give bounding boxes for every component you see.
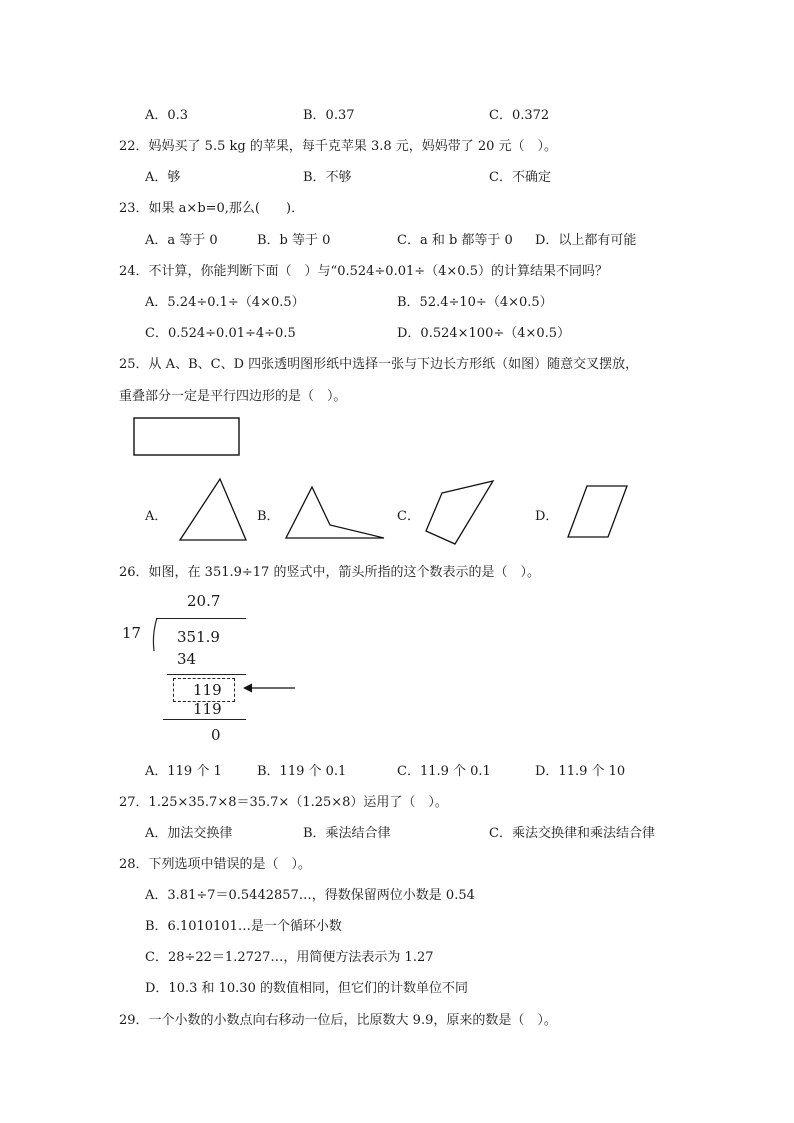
q22-option-b: B．不够 <box>303 170 352 185</box>
division-line-1 <box>167 674 246 675</box>
q28-option-a: A．3.81÷7＝0.5442857…，得数保留两位小数是 0.54 <box>145 888 475 903</box>
division-step2: 119 <box>193 700 222 718</box>
q28-option-d: D．10.3 和 10.30 的数值相同，但它们的计数单位不同 <box>145 981 468 996</box>
q29-text: 29．一个小数的小数点向右移动一位后，比原数大 9.9，原来的数是（ ）。 <box>119 1013 557 1028</box>
q25-option-d-label: D． <box>535 509 559 524</box>
division-step1: 34 <box>177 650 197 668</box>
obtuse-triangle-b-figure <box>284 485 386 541</box>
q21-option-c: C．0.372 <box>489 108 550 123</box>
q26-option-d: D．11.9 个 10 <box>535 764 626 779</box>
q25-option-a-label: A． <box>145 509 168 524</box>
q23-option-a: A．a 等于 0 <box>145 233 218 248</box>
q26-text: 26．如图，在 351.9÷17 的竖式中，箭头所指的这个数表示的是（ ）。 <box>119 565 540 580</box>
q22-option-c: C．不确定 <box>489 170 551 185</box>
q28-option-c: C．28÷22＝1.2727…，用简便方法表示为 1.27 <box>145 950 434 965</box>
q25-text-line2: 重叠部分一定是平行四边形的是（ ）。 <box>119 389 347 404</box>
division-pointed-number: 119 <box>193 681 222 699</box>
q21-option-b: B．0.37 <box>303 108 355 123</box>
q23-option-b: B．b 等于 0 <box>257 233 331 248</box>
q25-option-b-label: B． <box>257 509 280 524</box>
parallelogram-d-figure <box>566 484 630 540</box>
q26-option-c: C．11.9 个 0.1 <box>397 764 491 779</box>
division-quotient: 20.7 <box>187 592 221 610</box>
q26-option-a: A．119 个 1 <box>145 764 222 779</box>
q22-option-a: A．够 <box>145 170 181 185</box>
q23-text: 23．如果 a×b=0,那么( )． <box>119 201 305 216</box>
q24-option-c: C．0.524÷0.01÷4÷0.5 <box>145 326 296 341</box>
division-remainder: 0 <box>211 726 221 744</box>
division-line-2 <box>163 719 246 720</box>
division-bracket <box>150 617 162 657</box>
q24-option-b: B．52.4÷10÷（4×0.5） <box>397 295 553 310</box>
q23-option-d: D．以上都有可能 <box>535 233 637 248</box>
q27-option-a: A．加法交换律 <box>145 826 233 841</box>
q27-option-b: B．乘法结合律 <box>303 826 391 841</box>
quadrilateral-c-figure <box>424 479 496 547</box>
rectangle-figure <box>133 417 241 457</box>
q28-option-b: B．6.1010101…是一个循环小数 <box>145 919 342 934</box>
q24-option-d: D．0.524×100÷（4×0.5） <box>397 326 571 341</box>
q24-text: 24．不计算，你能判断下面（ ）与“0.524÷0.01÷（4×0.5）的计算结果不同吗？ <box>119 264 608 279</box>
division-divisor: 17 <box>122 624 142 642</box>
q25-option-c-label: C． <box>397 509 420 524</box>
q28-text: 28．下列选项中错误的是（ ）。 <box>119 857 312 872</box>
division-dividend: 351.9 <box>177 628 220 646</box>
q22-text: 22．妈妈买了 5.5 kg 的苹果，每千克苹果 3.8 元，妈妈带了 20 元（ ）。 <box>119 139 558 154</box>
q25-text-line1: 25．从 A、B、C、D 四张透明图形纸中选择一张与下边长方形纸（如图）随意交叉摆放， <box>119 357 639 372</box>
q27-text: 27．1.25×35.7×8＝35.7×（1.25×8）运用了（ ）。 <box>119 795 448 810</box>
q21-option-a: A．0.3 <box>145 108 189 123</box>
division-bar <box>156 618 246 619</box>
q23-option-c: C．a 和 b 都等于 0 <box>397 233 513 248</box>
triangle-a-figure <box>178 477 248 543</box>
arrow-left-icon <box>241 681 297 699</box>
q24-option-a: A．5.24÷0.1÷（4×0.5） <box>145 295 305 310</box>
q27-option-c: C．乘法交换律和乘法结合律 <box>489 826 655 841</box>
q26-option-b: B．119 个 0.1 <box>257 764 347 779</box>
